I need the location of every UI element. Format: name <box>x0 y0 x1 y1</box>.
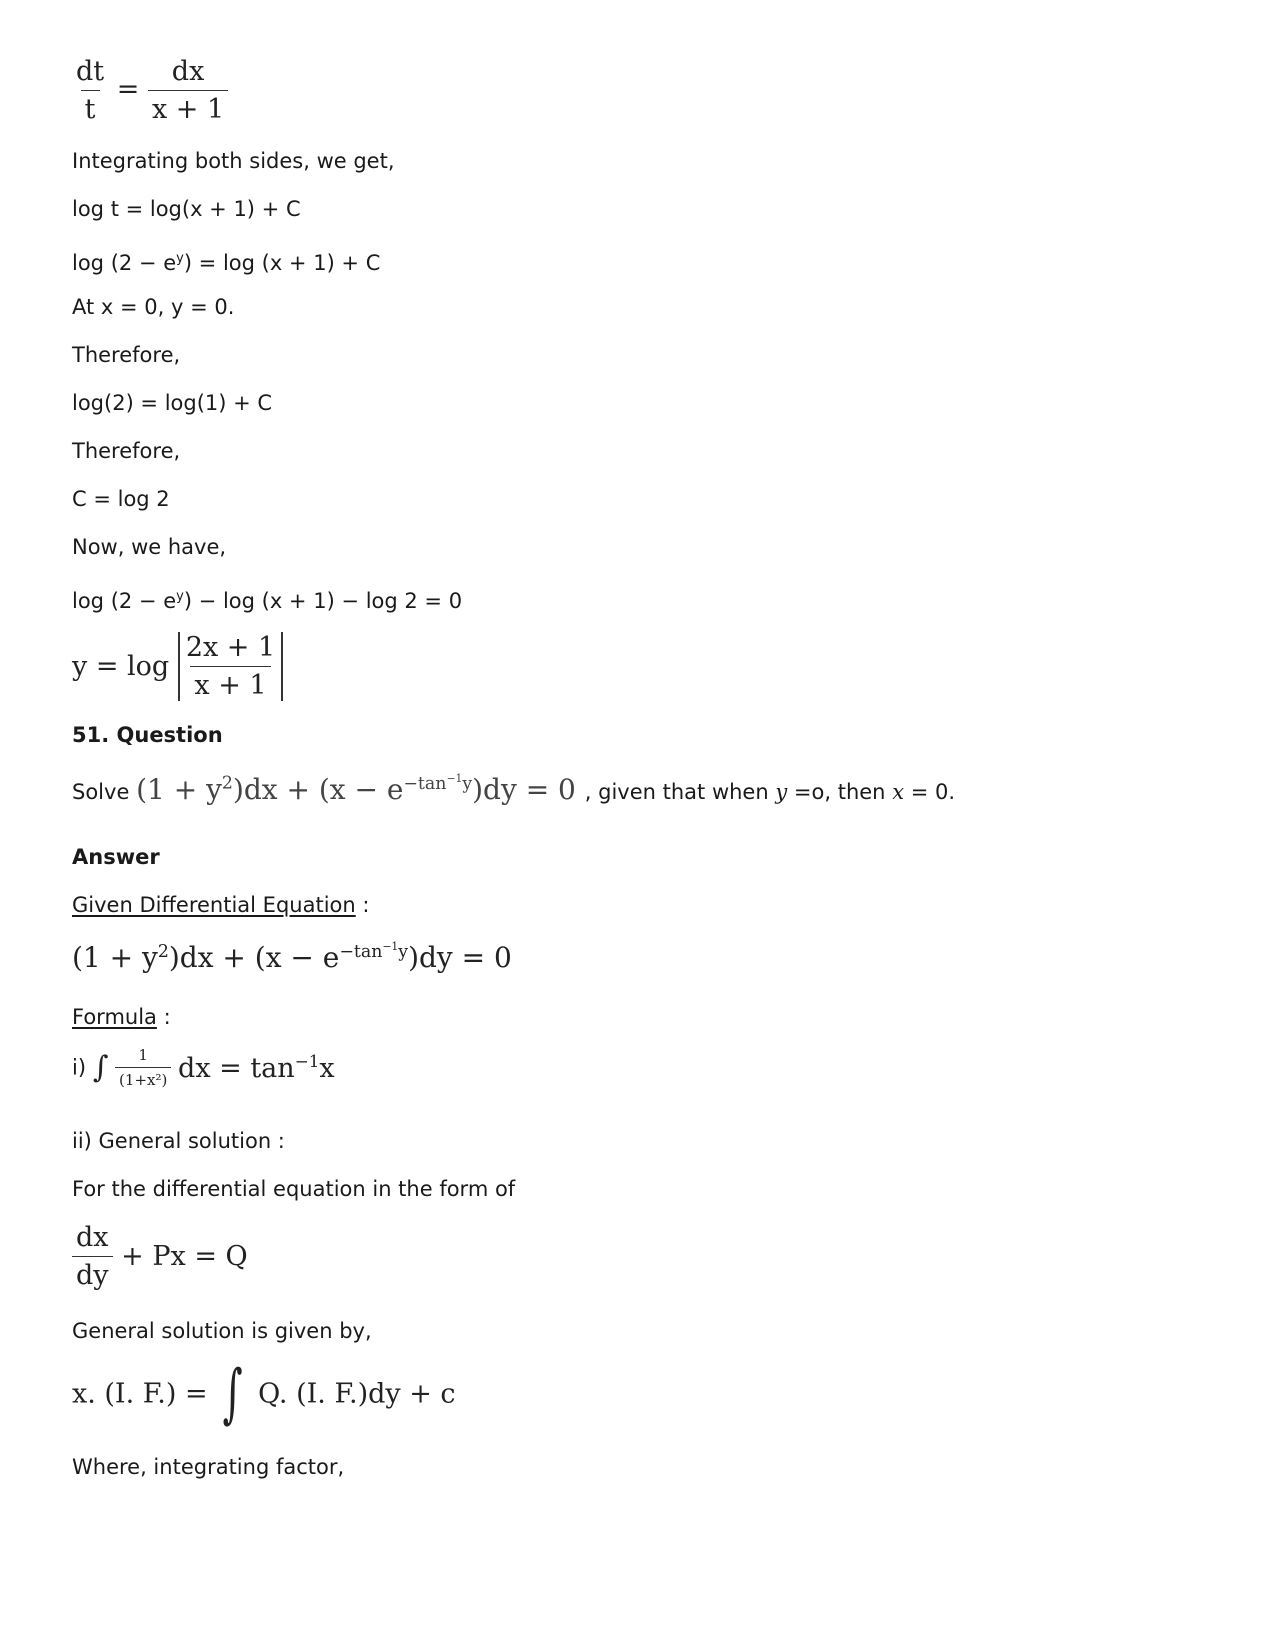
integral-icon: ∫ <box>92 1050 109 1085</box>
formula-rhs <box>178 1053 335 1084</box>
frac-num: dx <box>171 56 205 87</box>
text: )dx + (x − e <box>232 773 404 807</box>
text: =o, then <box>793 780 886 805</box>
superscript: −1 <box>382 940 399 953</box>
text: (1 + y <box>136 773 222 807</box>
therefore-text: Therefore, <box>72 439 181 463</box>
where-if-text: Where, integrating factor, <box>72 1455 345 1479</box>
text: log (2 − e <box>72 589 177 613</box>
frac-den: t <box>81 90 100 125</box>
superscript: 2 <box>157 941 169 962</box>
formula-label: Formula <box>72 1005 157 1029</box>
superscript: −tan <box>339 941 383 962</box>
text: )dx + (x − e <box>168 941 340 975</box>
solve-label: Solve <box>72 780 130 805</box>
frac-num: dt <box>76 56 105 87</box>
superscript: −1 <box>446 772 463 785</box>
text: + Px = Q <box>121 1241 248 1272</box>
integrating-text: Integrating both sides, we get, <box>72 149 395 173</box>
log-2-ey-equation <box>72 246 380 276</box>
text: dx = tan <box>178 1053 295 1084</box>
c-equation: C = log 2 <box>72 487 170 511</box>
formula-integral <box>72 1046 335 1089</box>
frac-den: (1+x²) <box>115 1067 171 1089</box>
colon: : <box>362 893 370 917</box>
text: ) − log (x + 1) − log 2 = 0 <box>183 589 463 613</box>
superscript: y <box>176 589 184 604</box>
given-de-label: Given Differential Equation <box>72 893 356 917</box>
log-t-equation: log t = log(x + 1) + C <box>72 197 301 221</box>
frac-den: x + 1 <box>148 90 228 125</box>
now-we-have-text: Now, we have, <box>72 535 227 559</box>
variable-y: y <box>775 780 788 805</box>
frac-den: dy <box>72 1256 113 1291</box>
y-solution-equation <box>72 632 283 701</box>
frac-num: 1 <box>138 1046 148 1064</box>
general-solution-given: General solution is given by, <box>72 1319 372 1343</box>
text: , given that when <box>584 780 769 805</box>
general-solution-equation <box>72 1357 456 1431</box>
given-de-equation <box>72 940 512 974</box>
text: ) = log (x + 1) + C <box>183 251 381 275</box>
formula-line <box>72 1004 171 1030</box>
therefore-text: Therefore, <box>72 343 181 367</box>
superscript: −tan <box>403 773 447 794</box>
integral-icon: ∫ <box>222 1357 243 1431</box>
text: x <box>319 1053 335 1084</box>
superscript: y <box>398 941 409 962</box>
log2-equation: log(2) = log(1) + C <box>72 391 273 415</box>
fraction <box>115 1046 171 1089</box>
initial-condition: At x = 0, y = 0. <box>72 295 235 319</box>
superscript: y <box>176 251 184 266</box>
frac-den: x + 1 <box>190 666 270 701</box>
question-statement <box>72 772 955 806</box>
text: log (2 − e <box>72 251 177 275</box>
colon: : <box>163 1005 171 1029</box>
text: = 0. <box>910 780 956 805</box>
text: i) <box>72 1055 87 1080</box>
superscript: −1 <box>294 1051 320 1071</box>
answer-heading: Answer <box>72 845 160 869</box>
frac-num: dx <box>76 1222 109 1253</box>
text: )dy = 0 <box>408 941 512 975</box>
question-heading: 51. Question <box>72 723 223 747</box>
fraction-equation-dt-dx <box>72 56 228 125</box>
text: x. (I. F.) = <box>72 1378 208 1410</box>
text: y = log <box>72 651 170 682</box>
form-text: For the differential equation in the form of <box>72 1177 516 1201</box>
equals-sign: = <box>116 74 140 105</box>
text: )dy = 0 <box>472 773 576 807</box>
given-de-line <box>72 892 369 918</box>
question-equation <box>136 773 585 806</box>
text: (1 + y <box>72 941 158 975</box>
superscript: y <box>462 773 473 794</box>
frac-num: 2x + 1 <box>185 632 276 663</box>
superscript: 2 <box>221 773 233 794</box>
final-log-equation <box>72 584 462 614</box>
variable-x: x <box>892 780 905 805</box>
absolute-value <box>178 632 283 701</box>
text: Q. (I. F.)dy + c <box>258 1378 456 1410</box>
linear-ode-form <box>72 1222 248 1291</box>
general-solution-label: ii) General solution : <box>72 1129 285 1153</box>
